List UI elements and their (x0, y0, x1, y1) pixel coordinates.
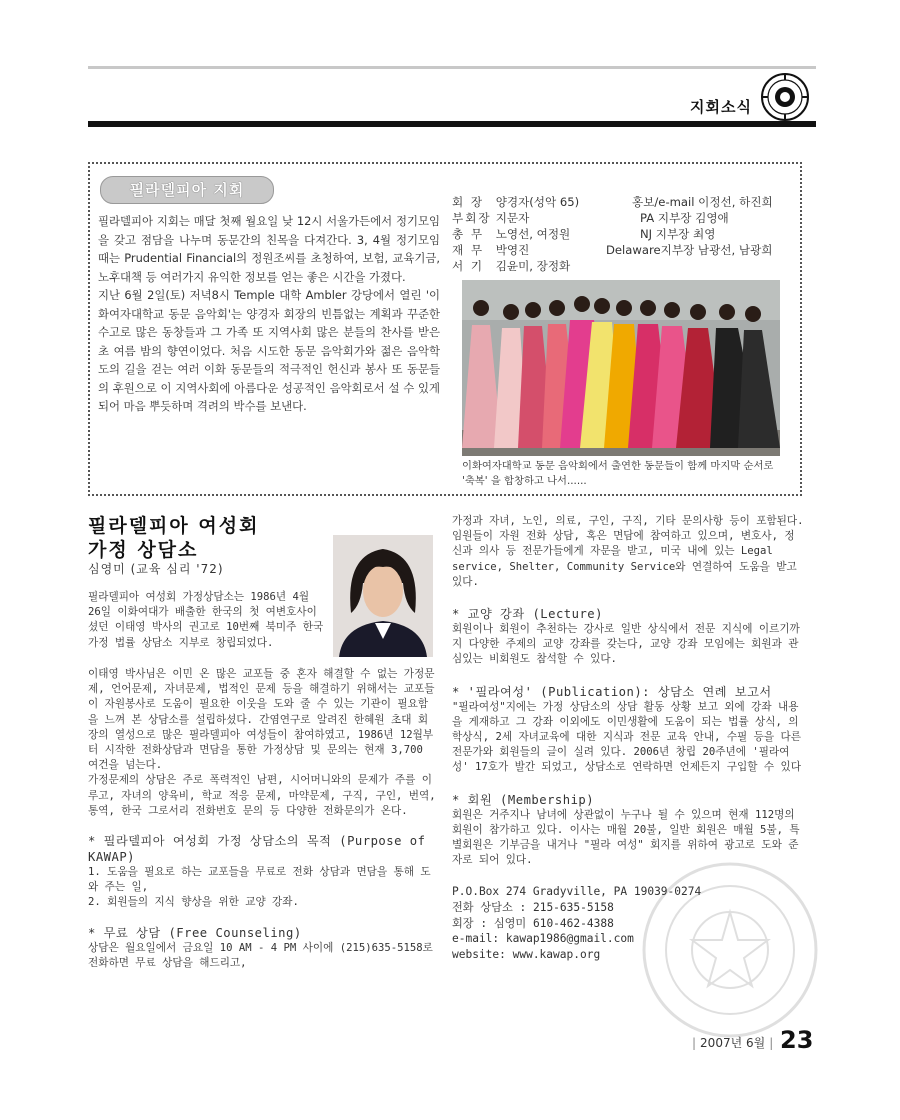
article-intro-rest: 이태영 박사님은 이민 온 많은 교포들 중 혼자 해결할 수 없는 가정문제, 언어문제, 자녀문제, 법적인 문제 등을 해결하기 위해서는 교포들이 자원봉사로 도움이 필요한 이웃을 도와 줄 수 있는 기관이 필요함을 느껴 본 상담소를 설립하셨다. 간염연구로 알려진 한혜원 초대 회장의 열성으로 많은 필라델피아 여성들이 참여하였고, 1986년 12월부터 시작한 전화상담과 면담을 통한 가정상담 및 문의는 현재 3,700 여건을 넘는다. (88, 668, 435, 772)
officer-role: 서 기 (452, 259, 485, 273)
issue-date-text: 2007년 6월 (700, 1036, 766, 1050)
article-author: 심영미 (교육 심리 '72) (88, 562, 224, 576)
chapter-body (98, 212, 440, 416)
chapter-title: 필라델피아 지회 (100, 176, 274, 204)
author-portrait (333, 535, 433, 657)
officer-role: 부회장 (452, 211, 492, 225)
article-title-line2: 가정 상담소 (88, 539, 199, 561)
article-intro-narrow: 필라델피아 여성회 가정상담소는 1986년 4월 26일 이화여대가 배출한 한국의 첫 여변호사이셨던 이태영 박사의 권고로 10번째 북미주 한국 가정 법률 상담소 지부로 창립되었다. (88, 591, 324, 649)
officer-row-delaware: Delaware지부장 남광선, 남광희 (606, 243, 773, 257)
purpose-item-1: 1. 도움을 필요로 하는 교포들을 무료로 전화 상담과 면담을 통해 도와 주는 일, (88, 866, 431, 894)
chapter-paragraph: 지난 6월 2일(토) 저녁8시 Temple 대학 Ambler 강당에서 열린 '이화여자대학교 동문 음악회'는 양경자 회장의 빈틈없는 계획과 꾸준한 수고로 많은 동창들과 그 가족 또 지역사회 많은 분들의 찬사를 받은 초 여름 밤의 향연이었다. 처음 시도한 동문 음악회가와 젊은 음악학도의 길을 걷는 여러 이화 동문들의 적극적인 헌신과 봉사 또 동문들의 후원으로 이 지역사회에 아름다운 성공적인 음악회로서 설 수 있게되어 마음 뿌듯하며 격려의 박수를 보낸다. (98, 288, 440, 413)
officer-role: 회 장 (452, 195, 485, 209)
officer-row-pr: 홍보/e-mail 이정선, 하진희 (632, 195, 773, 209)
officer-row (452, 194, 579, 210)
officer-row-pa: PA 지부장 김영애 (640, 211, 729, 225)
purpose-item-2: 2. 회원들의 지식 향상을 위한 교양 강좌. (88, 896, 299, 909)
photo-caption: 이화여자대학교 동문 음악회에서 출연한 동문들이 함께 마지막 순서로 '축복' 을 합창하고 나서...... (462, 460, 774, 487)
lecture-text: 회원이나 회원이 추천하는 강사로 일반 상식에서 전문 지식에 이르기까지 다양한 주제의 교양 강좌를 갖는다, 교양 강좌 모임에는 회원과 관심있는 비회원도 참석할 수 있다. (452, 623, 800, 666)
article-title-line1: 필라델피아 여성회 (88, 515, 260, 537)
officer-name: 김윤미, 장정화 (495, 259, 571, 273)
publication-heading: * '필라여성' (Publication): 상담소 연례 보고서 (452, 684, 772, 699)
contact-president: 회장 : 심영미 610-462-4388 (452, 916, 614, 930)
page-number: 23 (780, 1026, 814, 1054)
ewha-watermark-icon (640, 860, 820, 1040)
publication-text: "필라여성"지에는 가정 상담소의 상담 활동 상황 보고 외에 강좌 내용을 게재하고 그 강좌 이외에도 이민생활에 도움이 되는 법률 상식, 의학상식, 2세 자녀교육에 대한 지식과 전문 교육 안내, 수필 등을 다른 전문가와 회원들의 글이 실려 있다. 2006년 창립 20주년에 '필라여성' 17호가 발간 되었고, 상담소로 연락하면 언제든지 구입할 수 있다 (452, 700, 801, 774)
contact-address: P.O.Box 274 Gradyville, PA 19039-0274 (452, 885, 702, 899)
ewha-seal-icon (760, 72, 810, 122)
officer-row (452, 226, 570, 242)
contact-email: e-mail: kawap1986@gmail.com (452, 932, 634, 946)
counseling-volunteers: 임원들이 자원 전화 상담, 혹은 면담에 참여하고 있으며, 변호사, 정신과 의사 등 전문가들에게 자문을 받고, 미국 내에 있는 Legal service, Shelter, Community Service와 연결하여 도움을 받고 있다. (452, 530, 797, 588)
contact-website: website: www.kawap.org (452, 947, 601, 961)
free-counseling-text: 상담은 월요일에서 금요일 10 AM - 4 PM 사이에 (215)635-5158로 전화하면 무료 상담을 해드리고, (88, 941, 433, 969)
membership-text: 회원은 거주지나 남녀에 상관없이 누구나 될 수 있으며 현재 112명의 회원이 참가하고 있다. 이사는 매월 20불, 일반 회원은 매월 5불, 특별회원은 기부금을 내거나 "필라 여성" 회지를 위하여 광고로 도와 준 자로 되어 있다. (452, 808, 800, 867)
article-problems: 가정문제의 상담은 주로 폭력적인 남편, 시어머니와의 문제가 주를 이루고, 자녀의 양육비, 학교 적응 문제, 마약문제, 구직, 구인, 번역, 통역, 한국 그로서리 전화번호 문의 등 다양한 전화문의가 온다. (88, 774, 436, 817)
section-title: 지회소식 (690, 98, 752, 116)
officer-name: 양경자(성악 65) (495, 195, 580, 209)
counseling-scope: 가정과 자녀, 노인, 의료, 구인, 구직, 기타 문의사항 등이 포함된다. (452, 515, 804, 527)
lecture-heading: * 교양 강좌 (Lecture) (452, 607, 603, 622)
officer-row (452, 258, 570, 274)
header-top-rule (88, 66, 816, 69)
membership-heading: * 회원 (Membership) (452, 792, 595, 807)
contact-phone: 전화 상담소 : 215-635-5158 (452, 901, 614, 915)
officer-name: 박영진 (495, 243, 530, 257)
issue-date: | 2007년 6월 | (692, 1036, 774, 1050)
group-photo (462, 280, 780, 456)
free-counseling-heading: * 무료 상담 (Free Counseling) (88, 925, 302, 940)
officer-role: 재 무 (452, 243, 485, 257)
officer-name: 노영선, 여정원 (495, 227, 571, 241)
officer-name: 지문자 (495, 211, 530, 225)
officer-role: 총 무 (452, 227, 485, 241)
header-bottom-rule (88, 121, 816, 127)
chapter-paragraph: 필라델피아 지회는 매달 첫째 월요일 낮 12시 서울가든에서 정기모임을 갖고 점담을 나누며 동문간의 친목을 다져간다. 3, 4월 정기모임 때는 Prudential Financial의 정원조씨를 초청하여, 보험, 교육기금, 노후대책 등 여러가지 유익한 정보를 얻는 좋은 시간을 가졌다. (98, 214, 440, 284)
purpose-heading: * 필라델피아 여성회 가정 상담소의 목적 (Purpose of KAWAP) (88, 834, 426, 865)
officer-row (452, 242, 529, 258)
officer-row-nj: NJ 지부장 최영 (640, 227, 716, 241)
article-title (88, 514, 259, 562)
article-left-column (88, 667, 438, 971)
officer-row (452, 210, 529, 226)
